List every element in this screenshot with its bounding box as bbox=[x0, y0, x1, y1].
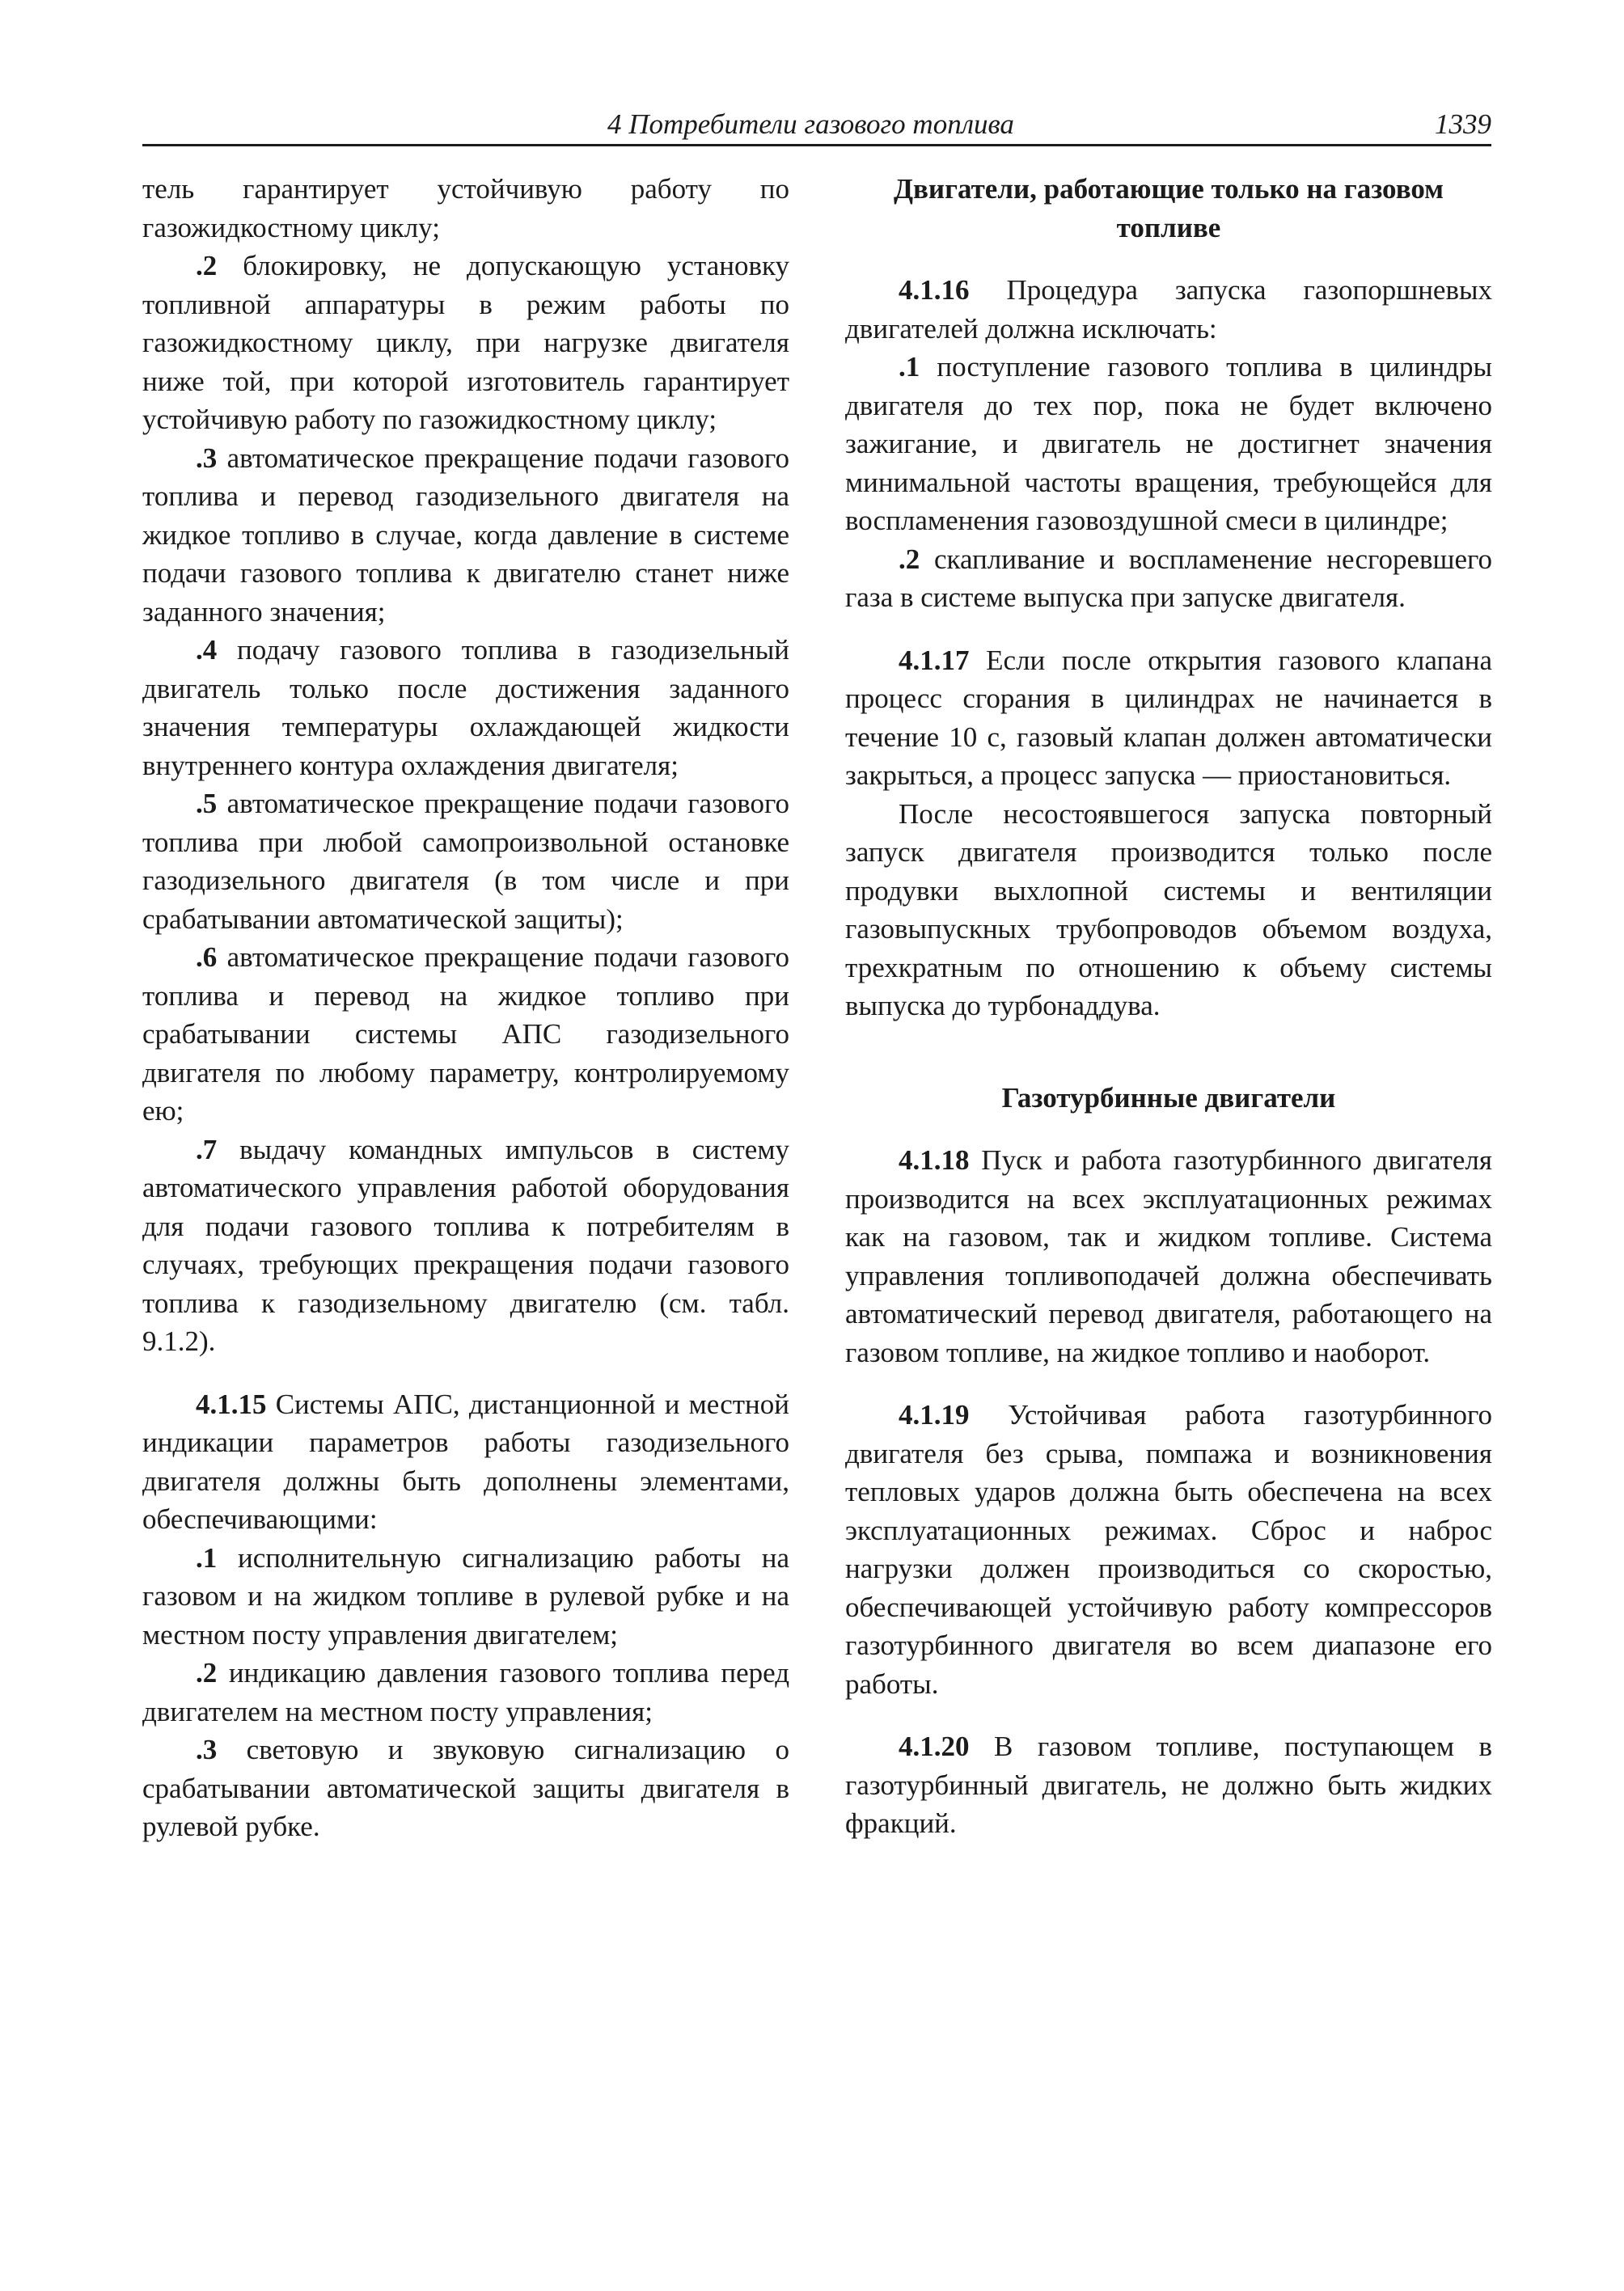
right-column bbox=[845, 170, 1492, 1843]
list-item bbox=[142, 631, 789, 784]
item-number: .1 bbox=[899, 351, 920, 383]
item-number: .4 bbox=[196, 634, 218, 666]
paragraph: После несостоявшегося запуска повторный запуск двигателя производится только после продувки выхлопной системы и вентиляции газовыпускных трубопроводов объемом воздуха, трехкратным по отношению к объему системы выпуска до турбонаддува. bbox=[845, 797, 1492, 1021]
list-item bbox=[845, 348, 1492, 540]
item-text: автоматическое прекращение подачи газового топлива и перевод газодизельного двигателя на жидкое топливо в случае, когда давление в системе подачи газового топлива к двигателю станет ниже заданного значения; bbox=[142, 442, 789, 628]
section-text: Устойчивая работа газотурбинного двигателя без срыва, помпажа и возникновения тепловых ударов должна быть обеспечена на всех эксплуатационных режимах. Сброс и наброс нагрузки должен производиться со скоростью, обеспечивающей устойчивую работу компрессоров газотурбинного двигателя во всем диапазоне его работы. bbox=[845, 1399, 1492, 1700]
item-number: .7 bbox=[196, 1133, 218, 1165]
section-text: Если после открытия газового клапана процесс сгорания в цилиндрах не начинается в течение 10 с, газовый клапан должен автоматически закрыться, а процесс запуска — приостановиться. bbox=[845, 644, 1492, 791]
section-text: Процедура запуска газопоршневых двигателей должна исключать: bbox=[845, 274, 1492, 344]
item-number: .2 bbox=[899, 543, 920, 575]
section-4-1-18 bbox=[845, 1141, 1492, 1372]
item-text: подачу газового топлива в газодизельный двигатель только после достижения заданного значения температуры охлаждающей жидкости внутреннего контура охлаждения двигателя; bbox=[142, 634, 789, 781]
item-number: .3 bbox=[196, 442, 218, 474]
running-title: 4 Потребители газового топлива bbox=[607, 108, 1014, 140]
section-number: 4.1.20 bbox=[899, 1731, 970, 1762]
page-header bbox=[142, 105, 1491, 146]
section-number: 4.1.18 bbox=[899, 1144, 970, 1176]
list-item bbox=[142, 938, 789, 1131]
item-text: автоматическое прекращение подачи газового топлива при любой самопроизвольной остановке газодизельного двигателя (в том числе и при срабатывании автоматической защиты); bbox=[142, 788, 789, 935]
section-text: В газовом топливе, поступающем в газотурбинный двигатель, не должно быть жидких фракций. bbox=[845, 1731, 1492, 1839]
item-number: .3 bbox=[196, 1734, 218, 1765]
item-text: скапливание и воспламенение несгоревшего газа в системе выпуска при запуске двигателя. bbox=[845, 543, 1492, 613]
item-number: .1 bbox=[196, 1541, 218, 1574]
list-item bbox=[142, 1731, 789, 1846]
item-number: .6 bbox=[196, 941, 218, 973]
item-text: автоматическое прекращение подачи газового топлива и перевод на жидкое топливо при срабатывании системы АПС газодизельного двигателя по любому параметру, контролируемому ею; bbox=[142, 941, 789, 1126]
section-text: Системы АПС, дистанционной и местной индикации параметров работы газодизельного двигателя должны быть дополнены элементами, обеспечивающими: bbox=[142, 1388, 789, 1535]
section-heading: Двигатели, работающие только на газовом топливе bbox=[893, 173, 1444, 243]
list-item bbox=[142, 1539, 789, 1655]
item-number: .2 bbox=[196, 1657, 218, 1689]
list-item bbox=[142, 784, 789, 938]
item-number: .2 bbox=[196, 250, 218, 281]
section-4-1-16 bbox=[845, 271, 1492, 348]
item-text: исполнительную сигнализацию работы на газовом и на жидком топливе в рулевой рубке и на местном посту управления двигателем; bbox=[142, 1541, 789, 1651]
item-text: индикацию давления газового топлива перед двигателем на местном посту управления; bbox=[142, 1657, 789, 1727]
section-4-1-19 bbox=[845, 1396, 1492, 1703]
section-number: 4.1.16 bbox=[899, 274, 970, 306]
page-number: 1339 bbox=[1435, 108, 1491, 140]
item-text: поступление газового топлива в цилиндры двигателя до тех пор, пока не будет включено зажигание, и двигатель не достигнет значения минимальной частоты вращения, требующейся для воспламенения газовоздушной смеси в цилиндре; bbox=[845, 351, 1492, 536]
section-4-1-17 bbox=[845, 641, 1492, 795]
list-item bbox=[142, 1131, 789, 1361]
item-number: .5 bbox=[196, 788, 218, 819]
paragraph: тель гарантирует устойчивую работу по газожидкостному циклу; bbox=[142, 173, 789, 243]
section-number: 4.1.19 bbox=[899, 1399, 970, 1431]
list-item bbox=[142, 439, 789, 632]
list-item bbox=[142, 1654, 789, 1731]
section-number: 4.1.17 bbox=[899, 644, 970, 676]
section-text: Пуск и работа газотурбинного двигателя производится на всех эксплуатационных режимах как на газовом, так и жидком топливе. Система управления топливоподачей должна обеспечивать автоматический перевод двигателя, работающего на газовом топливе, на жидкое топливо и наоборот. bbox=[845, 1144, 1492, 1368]
section-4-1-15 bbox=[142, 1385, 789, 1539]
section-number: 4.1.15 bbox=[196, 1388, 267, 1420]
list-item bbox=[142, 247, 789, 439]
item-text: выдачу командных импульсов в систему автоматического управления работой оборудования для подачи газового топлива к потребителям в случаях, требующих прекращения подачи газового топлива к газодизельному двигателю (см. табл. 9.1.2). bbox=[142, 1133, 789, 1357]
list-item bbox=[845, 540, 1492, 617]
item-text: световую и звуковую сигнализацию о срабатывании автоматической защиты двигателя в рулевой рубке. bbox=[142, 1734, 789, 1842]
section-4-1-20 bbox=[845, 1727, 1492, 1843]
left-column bbox=[142, 170, 789, 1846]
section-heading: Газотурбинные двигатели bbox=[1001, 1081, 1336, 1114]
item-text: блокировку, не допускающую установку топливной аппаратуры в режим работы по газожидкостному циклу, при нагрузке двигателя ниже той, при которой изготовитель гарантирует устойчивую работу по газожидкостному циклу; bbox=[142, 250, 789, 435]
